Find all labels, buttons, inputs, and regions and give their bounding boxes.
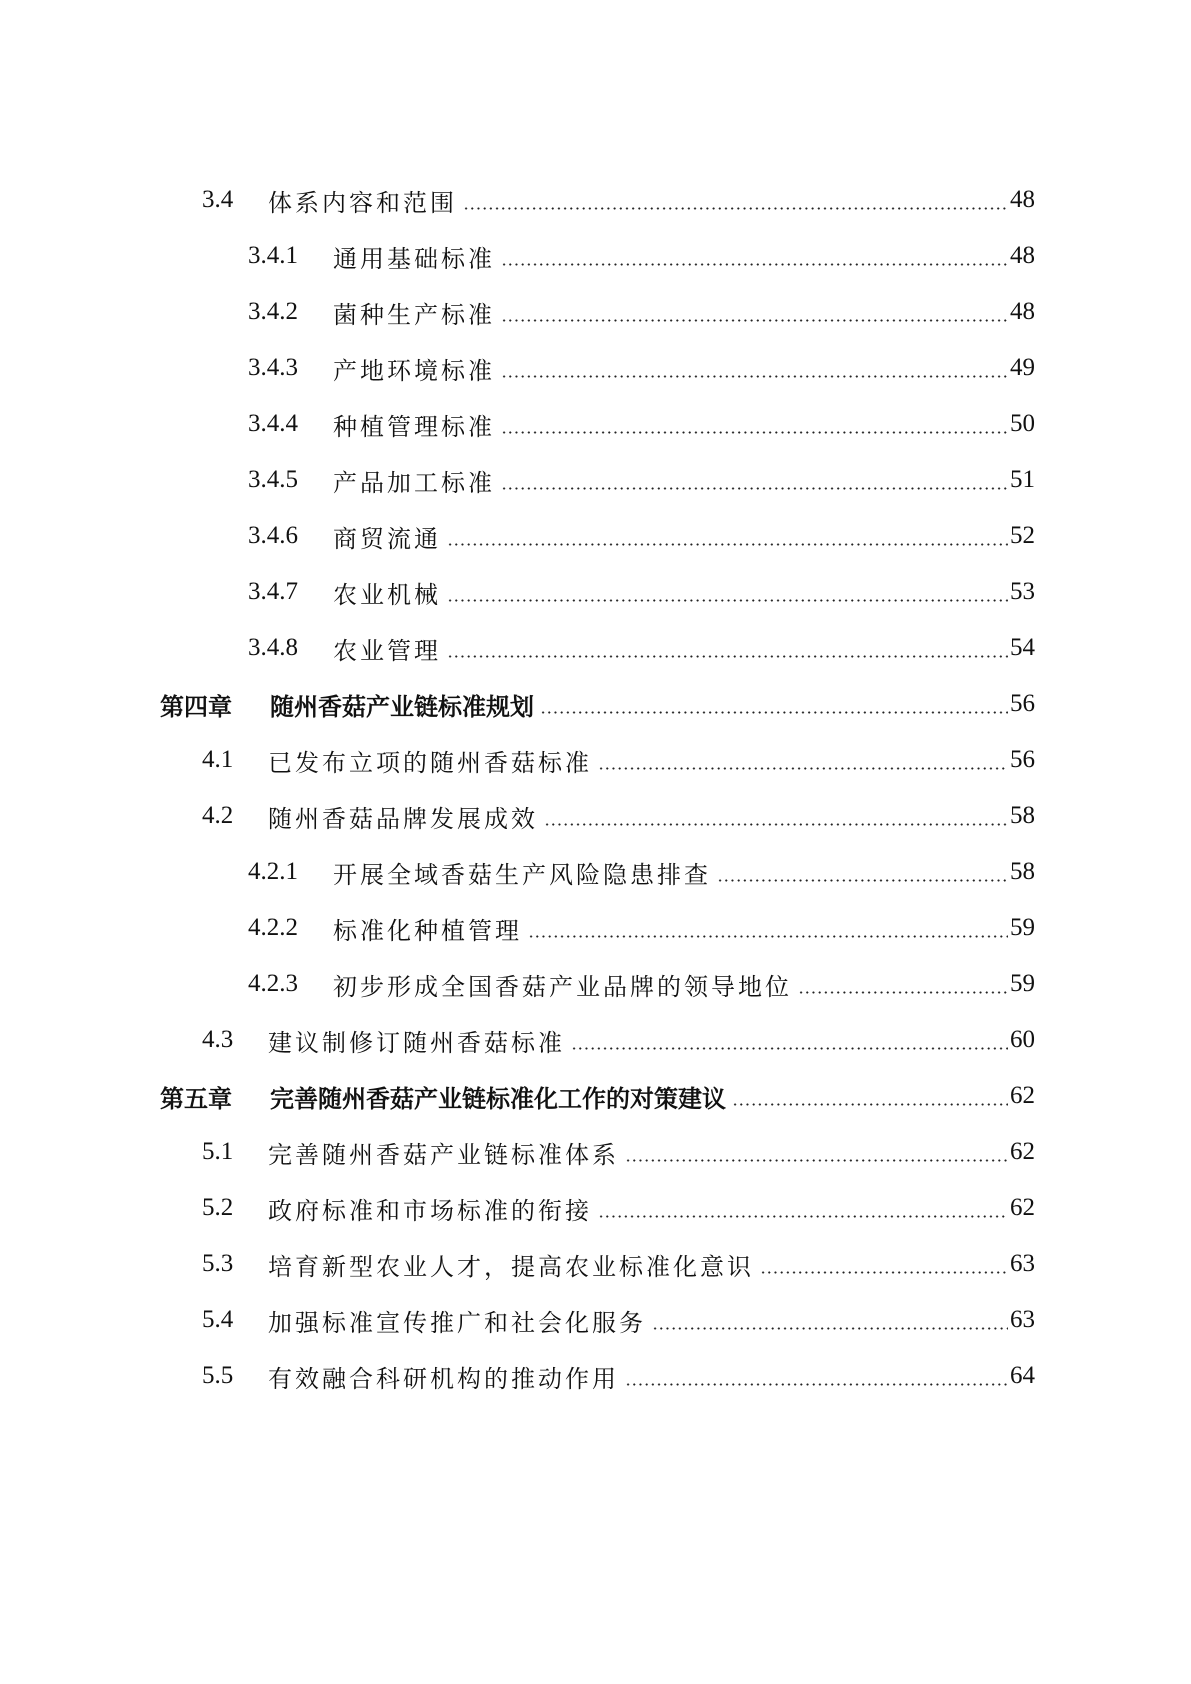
toc-entry-3-4-7[interactable] bbox=[0, 564, 1191, 620]
dot-leader bbox=[760, 1256, 1008, 1280]
toc-entry-3-4-3[interactable] bbox=[0, 340, 1191, 396]
toc-page-number: 62 bbox=[1010, 1194, 1035, 1221]
dot-leader bbox=[732, 1088, 1008, 1112]
table-of-contents bbox=[0, 172, 1191, 1404]
toc-page-number: 48 bbox=[1010, 298, 1035, 325]
toc-page-number: 49 bbox=[1010, 354, 1035, 381]
toc-title: 农业管理 bbox=[333, 636, 441, 665]
toc-title: 完善随州香菇产业链标准体系 bbox=[268, 1140, 619, 1169]
toc-entry-3-4-1[interactable] bbox=[0, 228, 1191, 284]
toc-title: 政府标准和市场标准的衔接 bbox=[268, 1196, 592, 1225]
toc-entry-4-3[interactable] bbox=[0, 1012, 1191, 1068]
toc-chapter-5[interactable] bbox=[0, 1068, 1191, 1124]
dot-leader bbox=[501, 304, 1008, 328]
toc-title: 建议制修订随州香菇标准 bbox=[268, 1028, 565, 1057]
dot-leader bbox=[501, 360, 1008, 384]
toc-page-number: 63 bbox=[1010, 1250, 1035, 1277]
toc-number: 3.4.5 bbox=[248, 466, 298, 493]
toc-number: 3.4.3 bbox=[248, 354, 298, 381]
toc-page-number: 58 bbox=[1010, 802, 1035, 829]
dot-leader bbox=[501, 472, 1008, 496]
toc-title: 有效融合科研机构的推动作用 bbox=[268, 1364, 619, 1393]
dot-leader bbox=[540, 696, 1008, 720]
toc-page-number: 53 bbox=[1010, 578, 1035, 605]
toc-number: 4.1 bbox=[202, 746, 234, 773]
toc-title: 产品加工标准 bbox=[333, 468, 495, 497]
dot-leader bbox=[717, 864, 1008, 888]
toc-number: 3.4.6 bbox=[248, 522, 298, 549]
toc-title: 开展全域香菇生产风险隐患排查 bbox=[333, 860, 711, 889]
dot-leader bbox=[447, 640, 1008, 664]
toc-title: 培育新型农业人才，提高农业标准化意识 bbox=[268, 1252, 754, 1281]
toc-chapter-number: 第四章 bbox=[160, 692, 232, 721]
toc-page-number: 58 bbox=[1010, 858, 1035, 885]
toc-number: 5.4 bbox=[202, 1306, 234, 1333]
toc-number: 5.5 bbox=[202, 1362, 234, 1389]
toc-title: 产地环境标准 bbox=[333, 356, 495, 385]
toc-page-number: 51 bbox=[1010, 466, 1035, 493]
toc-title: 种植管理标准 bbox=[333, 412, 495, 441]
toc-entry-3-4-4[interactable] bbox=[0, 396, 1191, 452]
dot-leader bbox=[571, 1032, 1008, 1056]
toc-number: 4.3 bbox=[202, 1026, 234, 1053]
toc-title: 体系内容和范围 bbox=[268, 188, 457, 217]
toc-entry-3-4-2[interactable] bbox=[0, 284, 1191, 340]
toc-title: 通用基础标准 bbox=[333, 244, 495, 273]
toc-page-number: 50 bbox=[1010, 410, 1035, 437]
toc-number: 5.2 bbox=[202, 1194, 234, 1221]
toc-chapter-title: 随州香菇产业链标准规划 bbox=[270, 692, 534, 721]
toc-number: 3.4.4 bbox=[248, 410, 298, 437]
toc-chapter-title: 完善随州香菇产业链标准化工作的对策建议 bbox=[270, 1084, 726, 1113]
toc-entry-5-4[interactable] bbox=[0, 1292, 1191, 1348]
toc-page-number: 64 bbox=[1010, 1362, 1035, 1389]
toc-title: 已发布立项的随州香菇标准 bbox=[268, 748, 592, 777]
dot-leader bbox=[544, 808, 1008, 832]
toc-entry-5-2[interactable] bbox=[0, 1180, 1191, 1236]
toc-entry-4-2-3[interactable] bbox=[0, 956, 1191, 1012]
toc-number: 4.2 bbox=[202, 802, 234, 829]
toc-page-number: 62 bbox=[1010, 1138, 1035, 1165]
toc-page-number: 63 bbox=[1010, 1306, 1035, 1333]
toc-entry-3-4-5[interactable] bbox=[0, 452, 1191, 508]
toc-number: 3.4.8 bbox=[248, 634, 298, 661]
toc-title: 菌种生产标准 bbox=[333, 300, 495, 329]
dot-leader bbox=[598, 752, 1008, 776]
toc-number: 3.4 bbox=[202, 186, 234, 213]
toc-title: 加强标准宣传推广和社会化服务 bbox=[268, 1308, 646, 1337]
toc-entry-5-3[interactable] bbox=[0, 1236, 1191, 1292]
toc-page-number: 56 bbox=[1010, 690, 1035, 717]
toc-page-number: 59 bbox=[1010, 970, 1035, 997]
toc-number: 5.1 bbox=[202, 1138, 234, 1165]
toc-chapter-number: 第五章 bbox=[160, 1084, 232, 1113]
toc-entry-3-4-8[interactable] bbox=[0, 620, 1191, 676]
toc-title: 随州香菇品牌发展成效 bbox=[268, 804, 538, 833]
toc-page-number: 54 bbox=[1010, 634, 1035, 661]
toc-title: 初步形成全国香菇产业品牌的领导地位 bbox=[333, 972, 792, 1001]
toc-title: 农业机械 bbox=[333, 580, 441, 609]
toc-entry-3-4-6[interactable] bbox=[0, 508, 1191, 564]
dot-leader bbox=[501, 416, 1008, 440]
toc-number: 4.2.1 bbox=[248, 858, 298, 885]
dot-leader bbox=[447, 584, 1008, 608]
dot-leader bbox=[798, 976, 1008, 1000]
toc-page-number: 48 bbox=[1010, 186, 1035, 213]
dot-leader bbox=[447, 528, 1008, 552]
dot-leader bbox=[652, 1312, 1008, 1336]
toc-entry-4-2-2[interactable] bbox=[0, 900, 1191, 956]
toc-page-number: 59 bbox=[1010, 914, 1035, 941]
toc-number: 3.4.2 bbox=[248, 298, 298, 325]
toc-entry-5-1[interactable] bbox=[0, 1124, 1191, 1180]
toc-page-number: 60 bbox=[1010, 1026, 1035, 1053]
toc-entry-4-2-1[interactable] bbox=[0, 844, 1191, 900]
toc-page-number: 62 bbox=[1010, 1082, 1035, 1109]
toc-title: 商贸流通 bbox=[333, 524, 441, 553]
dot-leader bbox=[598, 1200, 1008, 1224]
toc-number: 4.2.3 bbox=[248, 970, 298, 997]
dot-leader bbox=[528, 920, 1008, 944]
toc-page-number: 52 bbox=[1010, 522, 1035, 549]
toc-entry-3-4[interactable] bbox=[0, 172, 1191, 228]
toc-entry-5-5[interactable] bbox=[0, 1348, 1191, 1404]
dot-leader bbox=[463, 192, 1008, 216]
toc-number: 3.4.7 bbox=[248, 578, 298, 605]
toc-number: 5.3 bbox=[202, 1250, 234, 1277]
toc-page-number: 48 bbox=[1010, 242, 1035, 269]
toc-page-number: 56 bbox=[1010, 746, 1035, 773]
toc-entry-4-2[interactable] bbox=[0, 788, 1191, 844]
toc-title: 标准化种植管理 bbox=[333, 916, 522, 945]
dot-leader bbox=[625, 1144, 1008, 1168]
dot-leader bbox=[501, 248, 1008, 272]
toc-number: 4.2.2 bbox=[248, 914, 298, 941]
toc-chapter-4[interactable] bbox=[0, 676, 1191, 732]
dot-leader bbox=[625, 1368, 1008, 1392]
toc-number: 3.4.1 bbox=[248, 242, 298, 269]
toc-entry-4-1[interactable] bbox=[0, 732, 1191, 788]
